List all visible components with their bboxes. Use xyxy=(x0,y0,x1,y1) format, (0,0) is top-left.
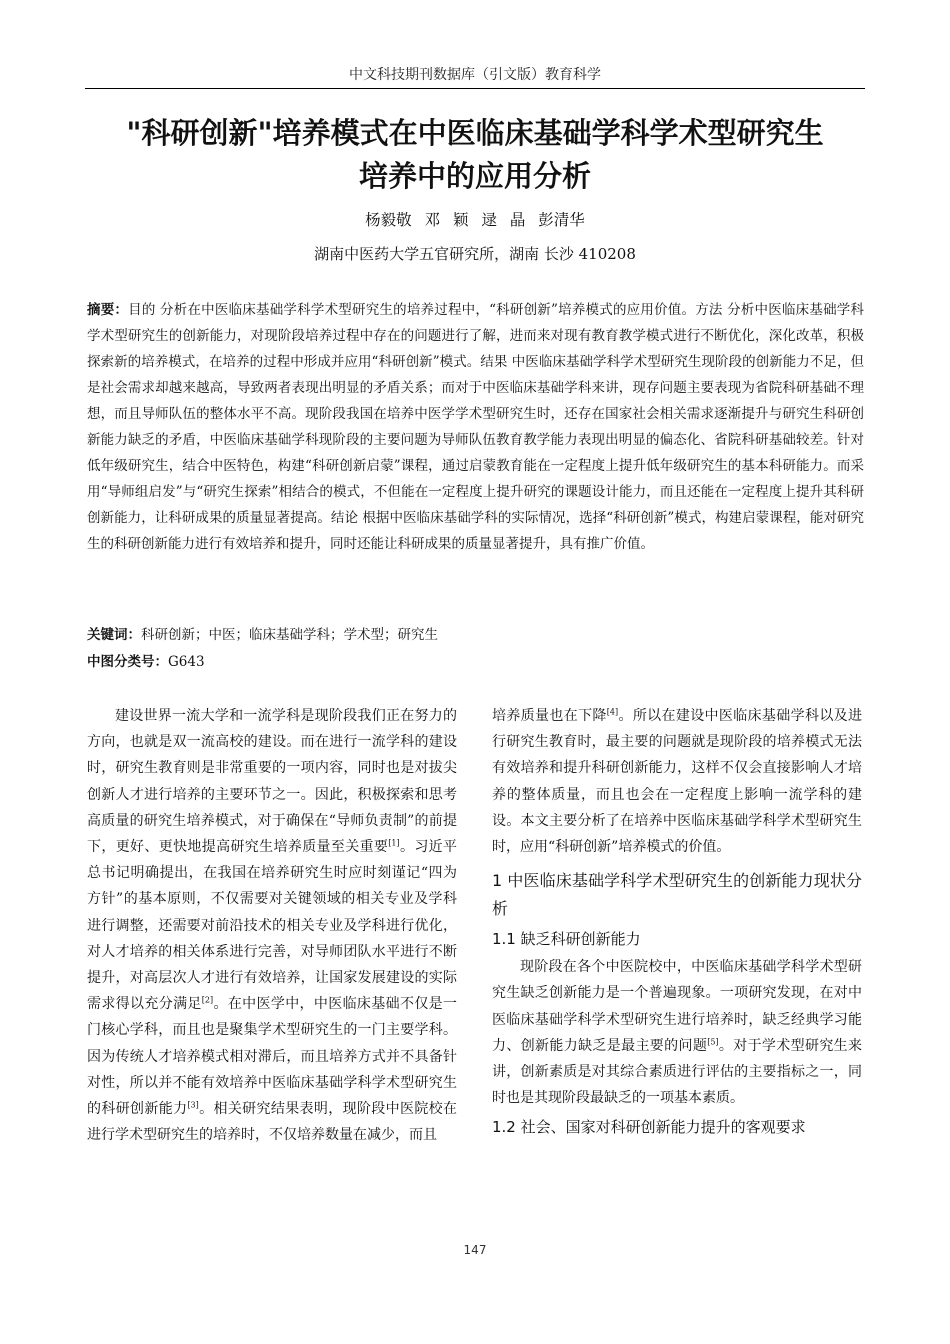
keywords-label: 关键词： xyxy=(87,627,141,643)
intro-text-6: 。所以在建设中医临床基础学科以及进行研究生教育时，最主要的问题就是现阶段的培养模式无法有效培养和提升科研创新能力，这样不仅会直接影响人才培养的整体质量，而且也会在一定程度上影响一流学科的建设。本文主要分析了在培养中医临床基础学科学术型研究生时，应用“科研创新”培养模式的价值。 xyxy=(492,708,863,856)
article-title xyxy=(60,112,890,198)
body-right-column xyxy=(492,703,862,1142)
keywords xyxy=(87,622,864,648)
title-line-1: "科研创新"培养模式在中医临床基础学科学术型研究生 xyxy=(126,116,824,150)
intro-paragraph xyxy=(87,703,457,1148)
intro-text-5: 培养质量也在下降 xyxy=(492,708,607,724)
affiliation: 湖南中医药大学五官研究所，湖南 长沙 410208 xyxy=(314,245,636,263)
intro-paragraph-continued xyxy=(492,703,862,860)
citation-5[interactable]: [5] xyxy=(707,1037,719,1047)
section-1-1-text-2: 。对于学术型研究生来讲，创新素质是对其综合素质进行评估的主要指标之一，同时也是其现阶段最缺乏的一项基本素质。 xyxy=(492,1037,863,1107)
section-1-1-text-1: 现阶段在各个中医院校中，中医临床基础学科学术型研究生缺乏创新能力是一个普遍现象。一项研究发现，在对中医临床基础学科学术型研究生进行培养时，缺乏经典学习能力、创新能力缺乏是最主要的问题 xyxy=(492,959,862,1054)
keywords-text: 科研创新；中医；临床基础学科；学术型；研究生 xyxy=(141,627,438,643)
abstract xyxy=(87,297,864,557)
title-line-2: 培养中的应用分析 xyxy=(358,159,591,193)
section-1-1-paragraph xyxy=(492,954,862,1111)
citation-3[interactable]: [3] xyxy=(187,1100,199,1110)
abstract-text: 目的 分析在中医临床基础学科学术型研究生的培养过程中，“科研创新”培养模式的应用价值。方法 分析中医临床基础学科学术型研究生的创新能力，对现阶段培养过程中存在的问题进行了解，进而来对现有教育教学模式进行不断优化，深化改革，积极探索新的培养模式，在培养的过程中形成并应用“科研创新”模式。结果 中医临床基础学科学术型研究生现阶段的创新能力不足，但是社会需求却越来越高，导致两者表现出明显的矛盾关系；而对于中医临床基础学科来讲，现存问题主要表现为省院科研基础不理想，而且导师队伍的整体水平不高。现阶段我国在培养中医学学术型研究生时，还存在国家社会相关需求逐渐提升与研究生科研创新能力缺乏的矛盾，中医临床基础学科现阶段的主要问题为导师队伍教育教学能力表现出明显的偏态化、省院科研基础较差。针对低年级研究生，结合中医特色，构建“科研创新启蒙”课程，通过启蒙教育能在一定程度上提升低年级研究生的基本科研能力。而采用“导师组启发”与“研究生探索”相结合的模式，不但能在一定程度上提升研究的课题设计能力，而且还能在一定程度上提升其科研创新能力，让科研成果的质量显著提高。结论 根据中医临床基础学科的实际情况，选择“科研创新”模式，构建启蒙课程，能对研究生的科研创新能力进行有效培养和提升，同时还能让科研成果的质量显著提升，具有推广价值。 xyxy=(87,302,865,552)
intro-text-3: 。在中医学中，中医临床基础不仅是一门核心学科，而且也是聚集学术型研究生的一门主要学科。因为传统人才培养模式相对滞后，而且培养方式并不具备针对性，所以并不能有效培养中医临床基础学科学术型研究生的科研创新能力 xyxy=(87,996,458,1118)
citation-1[interactable]: [1] xyxy=(388,838,400,848)
intro-text-2: 。习近平总书记明确提出，在我国在培养研究生时应时刻谨记“四为方针”的基本原则，不仅需要对关键领域的相关专业及学科进行调整，还需要对前沿技术的相关专业及学科进行优化，对人才培养的相关体系进行完善，对导师团队水平进行不断提升，对高层次人才进行有效培养，让国家发展建设的实际需求得以充分满足 xyxy=(87,839,458,1013)
intro-text-4: 。相关研究结果表明，现阶段中医院校在进行学术型研究生的培养时，不仅培养数量在减少，而且 xyxy=(87,1101,458,1144)
section-1-heading: 1 中医临床基础学科学术型研究生的创新能力现状分析 xyxy=(492,871,862,919)
section-1-1-heading: 1.1 缺乏科研创新能力 xyxy=(492,930,641,949)
body-left-column xyxy=(87,703,457,1148)
classification-label: 中图分类号： xyxy=(87,654,168,670)
page-number: 147 xyxy=(463,1243,487,1257)
classification-number xyxy=(87,649,864,675)
citation-2[interactable]: [2] xyxy=(201,995,214,1005)
journal-header xyxy=(85,64,865,89)
classification-text: G643 xyxy=(168,654,205,670)
journal-name: 中文科技期刊数据库（引文版）教育科学 xyxy=(349,67,601,83)
citation-4[interactable]: [4] xyxy=(606,707,619,717)
abstract-label: 摘要： xyxy=(87,302,129,318)
section-1-2-heading: 1.2 社会、国家对科研创新能力提升的客观要求 xyxy=(492,1118,806,1137)
author-list: 杨毅敬 邓 颖 逯 晶 彭清华 xyxy=(365,211,585,229)
intro-text-1: 建设世界一流大学和一流学科是现阶段我们正在努力的方向，也就是双一流高校的建设。而在进行一流学科的建设时，研究生教育则是非常重要的一项内容，同时也是对拔尖创新人才进行培养的主要环节之一。因此，积极探索和思考高质量的研究生培养模式，对于确保在“导师负责制”的前提下，更好、更快地提高研究生培养质量至关重要 xyxy=(87,708,457,856)
